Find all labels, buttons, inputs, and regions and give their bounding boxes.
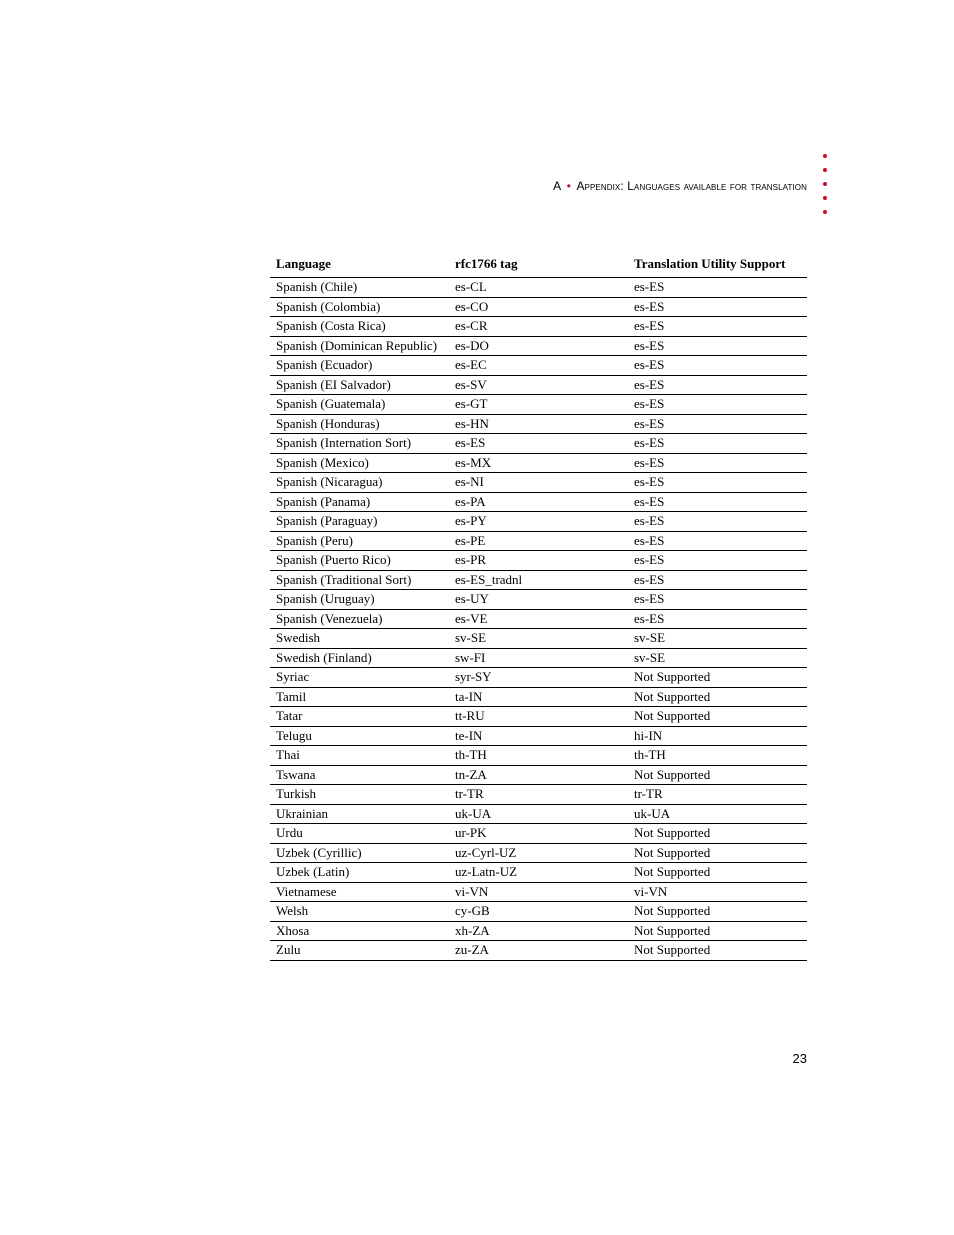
margin-dot xyxy=(823,196,827,200)
table-row xyxy=(270,414,807,434)
rfc1766-tag-cell: es-CR xyxy=(449,317,628,337)
translation-support-cell: Not Supported xyxy=(628,687,807,707)
rfc1766-tag-cell: th-TH xyxy=(449,746,628,766)
language-cell: Tswana xyxy=(270,765,449,785)
language-cell: Spanish (Costa Rica) xyxy=(270,317,449,337)
translation-support-cell: es-ES xyxy=(628,590,807,610)
rfc1766-tag-cell: es-CO xyxy=(449,297,628,317)
table-row xyxy=(270,356,807,376)
page-number: 23 xyxy=(792,1051,807,1066)
table-row xyxy=(270,629,807,649)
table-row xyxy=(270,707,807,727)
language-cell: Uzbek (Latin) xyxy=(270,863,449,883)
language-cell: Spanish (Guatemala) xyxy=(270,395,449,415)
table-row xyxy=(270,434,807,454)
translation-support-cell: Not Supported xyxy=(628,941,807,961)
language-cell: Tamil xyxy=(270,687,449,707)
rfc1766-tag-cell: uz-Latn-UZ xyxy=(449,863,628,883)
running-header xyxy=(553,178,807,194)
margin-dot xyxy=(823,168,827,172)
table-row xyxy=(270,726,807,746)
table-row xyxy=(270,785,807,805)
rfc1766-tag-cell: es-PA xyxy=(449,492,628,512)
language-cell: Spanish (Paraguay) xyxy=(270,512,449,532)
rfc1766-tag-cell: xh-ZA xyxy=(449,921,628,941)
language-cell: Spanish (Mexico) xyxy=(270,453,449,473)
language-cell: Spanish (Dominican Republic) xyxy=(270,336,449,356)
margin-dot xyxy=(823,154,827,158)
rfc1766-tag-cell: ta-IN xyxy=(449,687,628,707)
table-row xyxy=(270,395,807,415)
rfc1766-tag-cell: cy-GB xyxy=(449,902,628,922)
translation-support-cell: hi-IN xyxy=(628,726,807,746)
language-cell: Spanish (Uruguay) xyxy=(270,590,449,610)
translation-support-cell: Not Supported xyxy=(628,921,807,941)
rfc1766-tag-cell: es-UY xyxy=(449,590,628,610)
translation-support-cell: es-ES xyxy=(628,414,807,434)
rfc1766-tag-cell: zu-ZA xyxy=(449,941,628,961)
rfc1766-tag-cell: sw-FI xyxy=(449,648,628,668)
column-header-rfc1766-tag: rfc1766 tag xyxy=(449,251,628,278)
translation-support-cell: Not Supported xyxy=(628,668,807,688)
translation-support-cell: es-ES xyxy=(628,395,807,415)
language-cell: Spanish (Traditional Sort) xyxy=(270,570,449,590)
table-row xyxy=(270,336,807,356)
rfc1766-tag-cell: es-DO xyxy=(449,336,628,356)
column-header-translation-support: Translation Utility Support xyxy=(628,251,807,278)
translation-support-cell: es-ES xyxy=(628,297,807,317)
rfc1766-tag-cell: te-IN xyxy=(449,726,628,746)
language-cell: Spanish (Honduras) xyxy=(270,414,449,434)
languages-table xyxy=(270,251,807,961)
language-cell: Spanish (Puerto Rico) xyxy=(270,551,449,571)
table-row xyxy=(270,375,807,395)
translation-support-cell: es-ES xyxy=(628,492,807,512)
language-cell: Syriac xyxy=(270,668,449,688)
margin-dot xyxy=(823,182,827,186)
table-row xyxy=(270,902,807,922)
table-row xyxy=(270,512,807,532)
table-row xyxy=(270,492,807,512)
margin-dots-decoration xyxy=(820,154,830,224)
translation-support-cell: es-ES xyxy=(628,453,807,473)
translation-support-cell: es-ES xyxy=(628,317,807,337)
rfc1766-tag-cell: syr-SY xyxy=(449,668,628,688)
language-cell: Spanish (Nicaragua) xyxy=(270,473,449,493)
rfc1766-tag-cell: es-SV xyxy=(449,375,628,395)
rfc1766-tag-cell: uz-Cyrl-UZ xyxy=(449,843,628,863)
language-cell: Spanish (Chile) xyxy=(270,278,449,298)
rfc1766-tag-cell: es-GT xyxy=(449,395,628,415)
translation-support-cell: es-ES xyxy=(628,278,807,298)
table-row xyxy=(270,609,807,629)
chapter-letter: A xyxy=(553,179,562,193)
table-row xyxy=(270,921,807,941)
table-row xyxy=(270,473,807,493)
translation-support-cell: Not Supported xyxy=(628,824,807,844)
table-row xyxy=(270,278,807,298)
language-cell: Uzbek (Cyrillic) xyxy=(270,843,449,863)
table-row xyxy=(270,765,807,785)
language-cell: Welsh xyxy=(270,902,449,922)
table-row xyxy=(270,590,807,610)
translation-support-cell: es-ES xyxy=(628,375,807,395)
translation-support-cell: th-TH xyxy=(628,746,807,766)
language-cell: Urdu xyxy=(270,824,449,844)
translation-support-cell: Not Supported xyxy=(628,707,807,727)
table-row xyxy=(270,882,807,902)
table-row xyxy=(270,843,807,863)
rfc1766-tag-cell: es-CL xyxy=(449,278,628,298)
rfc1766-tag-cell: es-PR xyxy=(449,551,628,571)
translation-support-cell: Not Supported xyxy=(628,902,807,922)
translation-support-cell: es-ES xyxy=(628,336,807,356)
table-row xyxy=(270,453,807,473)
language-cell: Swedish (Finland) xyxy=(270,648,449,668)
translation-support-cell: Not Supported xyxy=(628,765,807,785)
rfc1766-tag-cell: tn-ZA xyxy=(449,765,628,785)
rfc1766-tag-cell: vi-VN xyxy=(449,882,628,902)
translation-support-cell: uk-UA xyxy=(628,804,807,824)
table-row xyxy=(270,668,807,688)
language-cell: Swedish xyxy=(270,629,449,649)
language-cell: Spanish (EI Salvador) xyxy=(270,375,449,395)
rfc1766-tag-cell: es-MX xyxy=(449,453,628,473)
table-row xyxy=(270,941,807,961)
column-header-language: Language xyxy=(270,251,449,278)
language-cell: Xhosa xyxy=(270,921,449,941)
rfc1766-tag-cell: es-PE xyxy=(449,531,628,551)
translation-support-cell: es-ES xyxy=(628,356,807,376)
language-cell: Spanish (Colombia) xyxy=(270,297,449,317)
rfc1766-tag-cell: ur-PK xyxy=(449,824,628,844)
translation-support-cell: es-ES xyxy=(628,434,807,454)
table-body xyxy=(270,278,807,961)
rfc1766-tag-cell: tr-TR xyxy=(449,785,628,805)
translation-support-cell: es-ES xyxy=(628,512,807,532)
rfc1766-tag-cell: es-HN xyxy=(449,414,628,434)
language-cell: Spanish (Peru) xyxy=(270,531,449,551)
language-cell: Tatar xyxy=(270,707,449,727)
translation-support-cell: es-ES xyxy=(628,473,807,493)
translation-support-cell: sv-SE xyxy=(628,648,807,668)
translation-support-cell: vi-VN xyxy=(628,882,807,902)
translation-support-cell: es-ES xyxy=(628,531,807,551)
header-bullet: • xyxy=(566,179,571,193)
table-row xyxy=(270,570,807,590)
language-cell: Turkish xyxy=(270,785,449,805)
translation-support-cell: es-ES xyxy=(628,551,807,571)
translation-support-cell: Not Supported xyxy=(628,863,807,883)
language-cell: Vietnamese xyxy=(270,882,449,902)
rfc1766-tag-cell: es-PY xyxy=(449,512,628,532)
rfc1766-tag-cell: es-ES xyxy=(449,434,628,454)
rfc1766-tag-cell: tt-RU xyxy=(449,707,628,727)
table-row xyxy=(270,687,807,707)
language-cell: Spanish (Venezuela) xyxy=(270,609,449,629)
language-cell: Spanish (Panama) xyxy=(270,492,449,512)
translation-support-cell: es-ES xyxy=(628,609,807,629)
table-row xyxy=(270,551,807,571)
table-row xyxy=(270,804,807,824)
table-row xyxy=(270,648,807,668)
margin-dot xyxy=(823,210,827,214)
rfc1766-tag-cell: es-VE xyxy=(449,609,628,629)
table-row xyxy=(270,531,807,551)
chapter-title: Appendix: Languages available for translation xyxy=(576,179,807,193)
translation-support-cell: es-ES xyxy=(628,570,807,590)
language-cell: Ukrainian xyxy=(270,804,449,824)
table-header-row xyxy=(270,251,807,278)
table-row xyxy=(270,824,807,844)
language-cell: Thai xyxy=(270,746,449,766)
language-cell: Zulu xyxy=(270,941,449,961)
table-row xyxy=(270,746,807,766)
language-cell: Spanish (Ecuador) xyxy=(270,356,449,376)
language-cell: Telugu xyxy=(270,726,449,746)
rfc1766-tag-cell: es-EC xyxy=(449,356,628,376)
rfc1766-tag-cell: es-ES_tradnl xyxy=(449,570,628,590)
translation-support-cell: Not Supported xyxy=(628,843,807,863)
table-row xyxy=(270,317,807,337)
translation-support-cell: sv-SE xyxy=(628,629,807,649)
table-row xyxy=(270,297,807,317)
translation-support-cell: tr-TR xyxy=(628,785,807,805)
rfc1766-tag-cell: es-NI xyxy=(449,473,628,493)
rfc1766-tag-cell: uk-UA xyxy=(449,804,628,824)
table-row xyxy=(270,863,807,883)
language-cell: Spanish (Internation Sort) xyxy=(270,434,449,454)
rfc1766-tag-cell: sv-SE xyxy=(449,629,628,649)
